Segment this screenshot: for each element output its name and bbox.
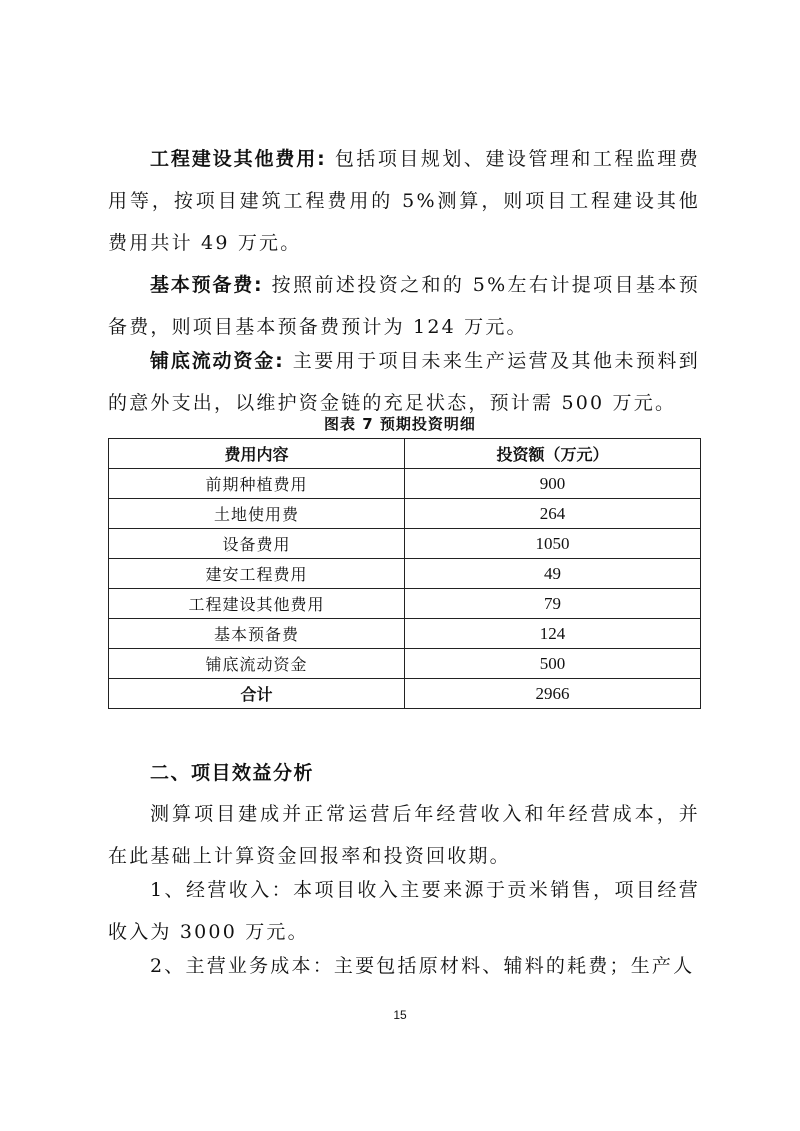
paragraph-lead: 基本预备费: [150, 274, 264, 296]
paragraph-working-capital [108, 340, 700, 424]
table-row [109, 619, 701, 649]
paragraph-body: 包括项目规划、建设管理和工程监理费用等，按项目建筑工程费用的 5%测算，则项目工程建设其他费用共计 49 万元。 [108, 148, 701, 254]
table-header-row [109, 439, 701, 469]
table-row [109, 649, 701, 679]
table-total-row [109, 679, 701, 709]
table-caption: 图表 7 预期投资明细 [324, 415, 476, 433]
table-row [109, 559, 701, 589]
paragraph-lead: 铺底流动资金: [150, 350, 285, 372]
cell-item: 铺底流动资金 [109, 649, 405, 679]
section-heading: 二、项目效益分析 [150, 762, 315, 784]
table-row [109, 529, 701, 559]
paragraph-reserve [108, 264, 700, 348]
paragraph-revenue: 1、经营收入：本项目收入主要来源于贡米销售，项目经营收入为 3000 万元。 [108, 879, 700, 943]
cell-amount: 79 [405, 589, 701, 619]
paragraph-lead: 工程建设其他费用: [150, 148, 327, 170]
paragraph-body: 按照前述投资之和的 5%左右计提项目基本预备费，则项目基本预备费预计为 124 万元。 [108, 274, 700, 338]
cell-amount: 900 [405, 469, 701, 499]
cell-item: 前期种植费用 [109, 469, 405, 499]
cell-total-amount: 2966 [405, 679, 701, 709]
cell-item: 土地使用费 [109, 499, 405, 529]
table-row [109, 589, 701, 619]
table-row [109, 499, 701, 529]
paragraph-other-costs [108, 138, 700, 264]
cell-amount: 124 [405, 619, 701, 649]
cell-item: 设备费用 [109, 529, 405, 559]
paragraph-cost: 2、主营业务成本：主要包括原材料、辅料的耗费；生产人 [150, 955, 695, 977]
column-header-amount: 投资额（万元） [405, 439, 701, 469]
page-number: 15 [393, 1008, 407, 1022]
cell-item: 基本预备费 [109, 619, 405, 649]
cell-amount: 1050 [405, 529, 701, 559]
cell-total-label: 合计 [109, 679, 405, 709]
column-header-item: 费用内容 [109, 439, 405, 469]
cell-amount: 500 [405, 649, 701, 679]
cell-item: 工程建设其他费用 [109, 589, 405, 619]
paragraph-intro: 测算项目建成并正常运营后年经营收入和年经营成本，并在此基础上计算资金回报率和投资回收期。 [108, 803, 700, 867]
paragraph-body: 主要用于项目未来生产运营及其他未预料到的意外支出，以维护资金链的充足状态，预计需 500 万元。 [108, 350, 700, 414]
cell-amount: 264 [405, 499, 701, 529]
investment-table [108, 438, 701, 709]
cell-item: 建安工程费用 [109, 559, 405, 589]
cell-amount: 49 [405, 559, 701, 589]
table-row [109, 469, 701, 499]
